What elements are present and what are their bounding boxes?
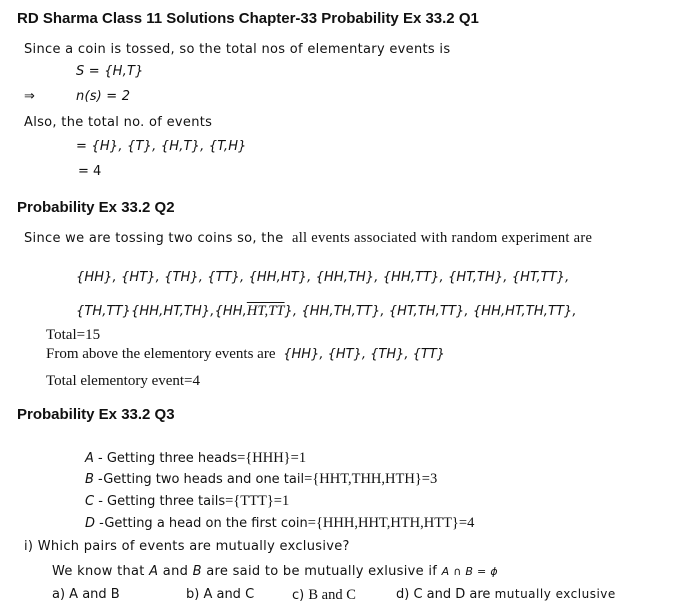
q2-events-line2	[76, 303, 577, 320]
q3-option-d	[396, 587, 616, 602]
q3-def-c-var: C	[85, 494, 95, 509]
q3-know-a: We know that	[52, 564, 145, 579]
q2-total: Total=15	[46, 327, 101, 343]
q3-def-d-var: D	[85, 516, 96, 531]
q1-sample-space: S = {H,T}	[76, 64, 144, 79]
q3-def-a	[85, 450, 306, 467]
q3-def-b-var: B	[85, 472, 94, 487]
q2-elementary-line	[46, 346, 445, 363]
q3-def-a-val: ={HHH}=1	[237, 450, 307, 466]
q1-heading: RD Sharma Class 11 Solutions Chapter-33 Probability Ex 33.2 Q1	[17, 10, 479, 27]
q2-events-line1: {HH}, {HT}, {TH}, {TT}, {HH,HT}, {HH,TH}, {HH,TT}, {HT,TH}, {HT,TT},	[76, 270, 570, 285]
q2-elementary-total: Total elementory event=4	[46, 373, 201, 389]
q3-def-b	[85, 471, 437, 488]
q2-events-line2c: }, {HH,TH,TT}, {HT,TH,TT}, {HH,HT,TH,TT},	[284, 304, 577, 319]
q3-def-c	[85, 493, 289, 510]
q2-elementary-events: {HH}, {HT}, {TH}, {TT}	[283, 347, 446, 362]
q2-events-line2a: {TH,TT}{HH,HT,TH},{HH,	[76, 304, 247, 319]
q3-know-formula: A ∩ B = ϕ	[441, 565, 498, 578]
q3-part-i: i) Which pairs of events are mutually exclusive?	[24, 539, 350, 554]
q3-option-b: b) A and C	[186, 587, 255, 602]
q3-def-a-text: - Getting three heads	[93, 451, 238, 466]
q1-count-expr: n(s) = 2	[76, 89, 131, 104]
q3-def-d-text: -Getting a head on the first coin	[95, 516, 308, 531]
q2-heading: Probability Ex 33.2 Q2	[17, 199, 175, 216]
q3-def-d-val: ={HHH,HHT,HTH,HTT}=4	[307, 515, 475, 531]
q2-events-line2b: HT,TT	[246, 303, 285, 319]
q1-intro-text: Since a coin is tossed, so the total nos of elementary events is	[24, 42, 451, 57]
q2-intro	[24, 230, 592, 247]
q3-def-c-text: - Getting three tails	[94, 494, 226, 509]
q1-also-text: Also, the total no. of events	[24, 115, 213, 130]
q1-events-expr: = {H}, {T}, {H,T}, {T,H}	[76, 139, 247, 154]
q3-option-d-label: d)	[396, 587, 410, 602]
q3-def-c-val: ={TTT}=1	[225, 493, 290, 509]
q3-option-c	[292, 587, 356, 604]
q3-know-line	[52, 564, 498, 579]
q3-def-b-val: ={HHT,THH,HTH}=3	[304, 471, 438, 487]
q2-intro-serif: all events associated with random experiment are	[291, 230, 593, 246]
q3-heading: Probability Ex 33.2 Q3	[17, 406, 175, 423]
q1-total: = 4	[78, 164, 102, 179]
q3-option-a: a) A and B	[52, 587, 120, 602]
q2-elementary-intro: From above the elementory events are	[46, 346, 276, 362]
q3-option-c-label: c)	[292, 588, 305, 603]
q3-option-c-text: B and C	[308, 587, 356, 603]
q3-def-a-var: A	[85, 451, 94, 466]
q3-know-b: are said to be mutually exlusive if	[206, 564, 438, 579]
q2-intro-sans: Since we are tossing two coins so, the	[24, 231, 284, 246]
q3-def-b-text: -Getting two heads and one tail	[93, 472, 305, 487]
q3-def-d	[85, 515, 474, 532]
q3-option-d-tail: mutually exclusive	[494, 587, 616, 601]
q3-know-var-a: A	[149, 564, 159, 579]
q3-know-var-b: B	[192, 564, 202, 579]
q3-know-and: and	[162, 564, 189, 579]
q3-option-d-text: C and D are	[413, 587, 491, 602]
implies-arrow-icon: ⇒	[24, 89, 35, 104]
